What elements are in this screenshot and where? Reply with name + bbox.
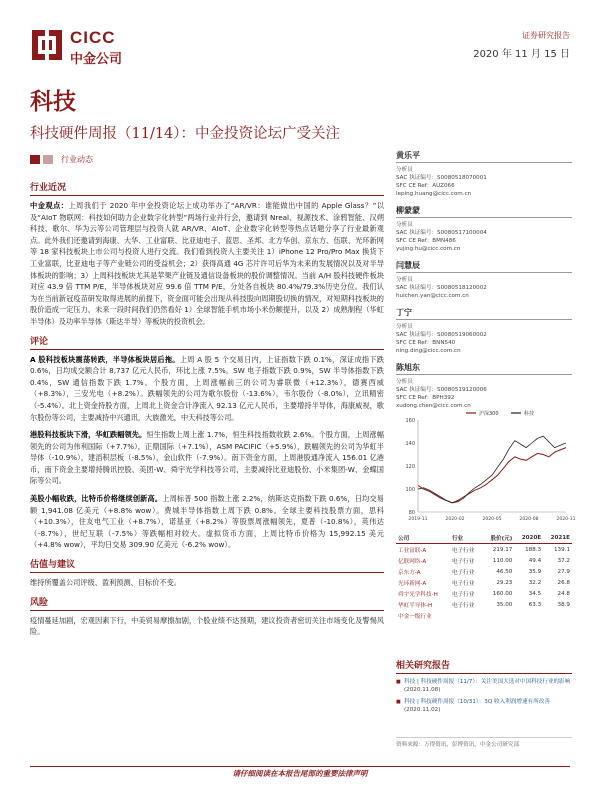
report-type: 证券研究报告 xyxy=(522,31,570,40)
analyst-role: 分析员 xyxy=(396,379,413,385)
table-cell: 29.23 xyxy=(496,579,513,586)
analyst-sfc: SFC CE Ref：AUZ066 xyxy=(396,183,455,189)
table-cell: 电子行业 xyxy=(451,547,475,554)
table-cell: 63.3 xyxy=(528,601,542,608)
analyst-name: 丁宁 xyxy=(396,307,572,320)
paragraph xyxy=(30,577,384,589)
series-line-1 xyxy=(418,436,566,503)
tag-marker-icon-light xyxy=(43,155,53,164)
section-heading: 风险 xyxy=(30,595,384,611)
analyst-card xyxy=(396,362,572,410)
table-cell: 工业富联-A xyxy=(398,547,427,554)
section-industry xyxy=(30,180,384,328)
table-cell: 27.9 xyxy=(557,568,570,575)
table-cell: 37.2 xyxy=(557,557,570,564)
analyst-role: 分析员 xyxy=(396,167,413,173)
table-cell xyxy=(514,610,543,621)
table-cell: 24.8 xyxy=(557,590,570,597)
analyst-name: 黄乐平 xyxy=(396,150,572,163)
logo-text-en: CICC xyxy=(70,28,116,47)
source-note: 资料来源：万得资讯，彭博资讯，中金公司研究部 xyxy=(396,737,572,748)
table-cell: 35.00 xyxy=(496,601,513,608)
analyst-sac: SAC 执证编号：S0080518120002 xyxy=(396,285,487,291)
related-heading: 相关研究报告 xyxy=(396,658,572,674)
table-cell: 舜宇光学科技-H xyxy=(398,591,438,598)
analyst-role: 分析员 xyxy=(396,324,413,330)
analyst-card xyxy=(396,307,572,355)
stock-table xyxy=(396,533,572,621)
col-header: 公司 xyxy=(396,533,450,544)
paragraph xyxy=(30,493,384,551)
related-item-date: (2020.11.02) xyxy=(404,707,441,713)
analyst-email[interactable]: xudong.chen@cicc.com.cn xyxy=(396,403,471,409)
table-cell xyxy=(482,610,514,621)
analyst-sfc: SFC CE Ref：BMN486 xyxy=(396,238,456,244)
related-item-text[interactable]: 科技 | 科技硬件周报（10/31）：3Q 收入利润增速有所改善 xyxy=(404,699,550,705)
cicc-logo-icon xyxy=(30,28,64,62)
x-tick-label: 2020-08 xyxy=(519,517,539,522)
logo-text-cn: 中金公司 xyxy=(70,52,123,67)
x-tick-label: 2020-11 xyxy=(556,517,576,522)
table-row xyxy=(396,610,572,621)
paragraph-lead: A 股科技板块震荡转跌，半导体板块居后拖。 xyxy=(30,354,180,364)
y-tick-label: 120 xyxy=(405,464,415,470)
section-heading: 估值与建议 xyxy=(30,557,384,573)
tag-text: 行业动态 xyxy=(61,155,93,164)
table-cell: 京东方-A xyxy=(398,569,421,576)
table-cell: 32.2 xyxy=(528,579,542,586)
table-cell: 电子行业 xyxy=(451,591,475,598)
analyst-card xyxy=(396,205,572,253)
table-cell: 160.00 xyxy=(492,590,513,597)
paragraph-lead: 港股科技板块下滑，华虹跌幅领先。 xyxy=(30,430,147,440)
table-cell: 188.3 xyxy=(525,546,542,553)
section-comment xyxy=(30,334,384,552)
table-header-row xyxy=(396,533,572,544)
paragraph xyxy=(30,429,384,487)
x-tick-label: 2020-05 xyxy=(482,517,502,522)
col-header: 股价(元) xyxy=(482,533,514,544)
related-item[interactable] xyxy=(396,698,572,714)
table-cell: 亿联网络-A xyxy=(398,558,427,565)
analyst-role: 分析员 xyxy=(396,277,413,283)
report-tag xyxy=(30,154,93,165)
footer-divider xyxy=(30,766,570,767)
table-cell: 华虹半导体-H xyxy=(398,602,433,609)
main-content xyxy=(30,180,384,644)
analyst-email[interactable]: leping.huang@cicc.com.cn xyxy=(396,191,472,197)
analyst-sac: SAC 执证编号：S0080517100004 xyxy=(396,230,487,236)
y-tick-label: 80 xyxy=(408,510,415,516)
analyst-sac: SAC 执证编号：S0080518070001 xyxy=(396,175,487,181)
table-cell: 219.17 xyxy=(492,546,513,553)
related-item[interactable] xyxy=(396,678,572,694)
tag-marker-icon xyxy=(30,155,40,164)
col-header: 行业 xyxy=(450,533,483,544)
table-cell: 34.5 xyxy=(528,590,542,597)
table-row xyxy=(396,588,572,599)
table-cell: 电子行业 xyxy=(451,569,475,576)
table-cell: 中金一级行业 xyxy=(398,613,432,620)
analyst-sac: SAC 执证编号：S0080519060002 xyxy=(396,332,487,338)
analyst-sfc: SFC CE Ref：BNN540 xyxy=(396,340,456,346)
legend-label: 科技 xyxy=(524,411,535,417)
y-tick-label: 140 xyxy=(405,441,415,447)
x-tick-label: 2020-02 xyxy=(445,517,465,522)
performance-chart xyxy=(396,408,576,528)
sector-title: 科技 xyxy=(30,88,76,115)
paragraph xyxy=(30,354,384,424)
paragraph-text: 上周 A 股 5 个交易日内，上证指数下跌 0.1%，深证成指下跌 0.6%，日均成交额合计 8,737 亿元人民币，环比上涨 7.5%。SW 电子指数下跌 0.9%，SW 半导体指数下跌 0.4%，SW 通信指数下跌 1.7%。个股方面，上周涨幅前三的公司为睿联微（+12.3%），德赛西威（+8.3%），三安光电（+8.2%）。跌幅领先的公司为歌尔股份（-13.6%），韦尔股份（-8.0%），立讯精密（-5.4%）。北上资金持股方面，上周北上资金合计净流入 92.13 亿元人民币，主要增持半导体，海康威视，歌尔股份等公司，主要减持中兴通讯，大族激光，中天科技等公司。 xyxy=(30,354,384,422)
analyst-role: 分析员 xyxy=(396,222,413,228)
table-cell: 35.9 xyxy=(528,568,542,575)
analyst-email[interactable]: ning.ding@cicc.com.cn xyxy=(396,348,461,354)
analyst-name: 陈旭东 xyxy=(396,362,572,375)
col-header: 2021E xyxy=(543,533,572,544)
table-cell xyxy=(543,610,572,621)
table-cell xyxy=(450,610,483,621)
paragraph-lead: 中金观点： xyxy=(30,201,69,210)
y-tick-label: 100 xyxy=(405,487,415,493)
table-cell: 光环新网-A xyxy=(398,580,427,587)
table-cell: 38.9 xyxy=(557,601,570,608)
table-row xyxy=(396,555,572,566)
analyst-card xyxy=(396,150,572,198)
paragraph-lead: 美股小幅收跌，比特币价格继续创新高。 xyxy=(30,494,163,504)
footer-disclaimer: 请仔细阅读在本报告尾部的重要法律声明 xyxy=(232,769,368,778)
paragraph-text: 上周标普 500 指数上涨 2.2%，纳斯达克指数下跌 0.6%，日均交易额 1,941.08 亿美元（+8.8% wow）。费城半导体指数上周下跌 0.8%。全球主要科技股票方面，思科（+10.3%），住友电气工业（+8.7%），诺基亚（+8.2%）等股票周涨幅领先，夏普（-10.8%），英伟达（-8.7%），世纪互联（-7.5%）等跌幅相对较大。虚拟货币方面，上周比特币价格为 15,992.15 美元（+4.8% wow），平均日交易 309.90 亿美元（-6.2% wow）。 xyxy=(30,494,384,550)
analyst-name: 闫慧辰 xyxy=(396,260,572,273)
table-row xyxy=(396,544,572,556)
paragraph-text: 上周我们于 2020 年中金投资论坛上成功举办了“AR/VR：谁能做出中国的 Apple Glass？”以及“AIoT 物联网：科技如何助力企业数字化转型”两场行业并行会，邀请到 Nreal、视源技术、涂鸦智能、汉朔科技、歌尔、华为云等公司管理层与投资人就 AR/VR、AIoT、企业数字化转型等热点话题分享了行业最新观点。此外我们还邀请到海康、大华、工业富联、比亚迪电子、蓝思、圣邦、北方华创、京东方、伍联、光环新网等 18 家科技板块上市公司与投资人进行交流。我们看到投资人主要关注 1）iPhone 12 Pro/Pro Max 换货下工业富联，比亚迪电子等产业链公司的受益机会；2）获得高通 4G 芯片许可后华为未来的发展情况以及对半导体板块的影响；3）上周科技板块尤其是苹果产业链及通信设备板块的股价调整情况。当前 A/H 股科技硬件板块对应 43.9 倍 TTM P/E，半导体板块对应 99.6 倍 TTM P/E，分处各自板块 80.4%/79.3%历史分位。我们认为在当前新冠疫苗研发取得进展的前提下，资金面可能会出现从科技股向周期股切换的情况，对短期科技板块的股价造成一定压力，未来一段时间我们仍然看好 1）全球智能手机市场小米份额提升，以及 2）成熟制程（华虹半导体）及功率半导体（斯达半导）等板块的投资机会。 xyxy=(30,201,384,326)
paragraph-text: 恒生指数上周上涨 1.7%，恒生科技指数收跌 2.6%。个股方面，上周涨幅领先的公司为伟利国际（+7.7%），正鼎国际（+7.1%），ASM PACIFIC（+5.9%），跌幅领先的公司为华虹半导体（-10.9%），建滔积层板（-8.5%），金山软件（-7.9%）。南下资金方面，上周港股通净流入 156.01 亿港币，南下资金主要增持腾讯控股、美团-W、舜宇光学科技等公司，主要减持比亚迪股份、小米集团-W、金蝶国际等公司。 xyxy=(30,430,384,486)
section-valuation xyxy=(30,557,384,589)
analyst-list xyxy=(396,150,572,417)
paragraph xyxy=(30,200,384,328)
table-cell: 139.1 xyxy=(553,546,570,553)
paragraph xyxy=(30,615,384,638)
analyst-sfc: SFC CE Ref：BPH392 xyxy=(396,395,455,401)
col-header: 2020E xyxy=(514,533,543,544)
analyst-email[interactable]: yujing.hu@cicc.com.cn xyxy=(396,246,461,252)
analyst-card xyxy=(396,260,572,300)
table-cell: 49.4 xyxy=(528,557,542,564)
table-cell: 电子行业 xyxy=(451,580,475,587)
x-tick-label: 2019-11 xyxy=(408,517,428,522)
table-cell: 电子行业 xyxy=(451,558,475,565)
analyst-name: 柳蒙蒙 xyxy=(396,205,572,218)
table-row xyxy=(396,566,572,577)
section-heading: 行业近况 xyxy=(30,180,384,196)
report-title: 科技硬件周报（11/14）：中金投资论坛广受关注 xyxy=(30,126,341,142)
related-item-text[interactable]: 科技 | 科技硬件周报（11/7）：关注美国大选对中国科技行业的影响 xyxy=(404,679,571,685)
analyst-email[interactable]: huichen.yan@cicc.com.cn xyxy=(396,293,469,299)
related-item-date: (2020.11.08) xyxy=(404,687,441,693)
report-date: 2020 年 11 月 15 日 xyxy=(473,49,570,60)
section-heading: 评论 xyxy=(30,334,384,350)
table-cell: 26.8 xyxy=(557,579,570,586)
y-tick-label: 160 xyxy=(405,418,415,424)
table-cell: 46.50 xyxy=(496,568,513,575)
table-cell: 电子行业 xyxy=(451,602,475,609)
section-risk xyxy=(30,595,384,638)
table-cell: 110.00 xyxy=(492,557,513,564)
related-reports xyxy=(396,658,572,718)
legend-label: 沪深300 xyxy=(479,411,499,417)
paragraph-text: 维持所覆盖公司评级、盈利预测、目标价不变。 xyxy=(30,578,181,588)
table-row xyxy=(396,577,572,588)
analyst-sac: SAC 执证编号：S0080519120006 xyxy=(396,387,487,393)
cicc-logo xyxy=(30,28,170,68)
paragraph-text: 疫情蔓延加剧，宏观因素下行，中美贸易摩擦加剧，个股业绩不达预期，建议投资者密切关注市场变化及警惕风险。 xyxy=(30,615,384,637)
table-row xyxy=(396,599,572,610)
stock-table-body xyxy=(396,544,572,622)
